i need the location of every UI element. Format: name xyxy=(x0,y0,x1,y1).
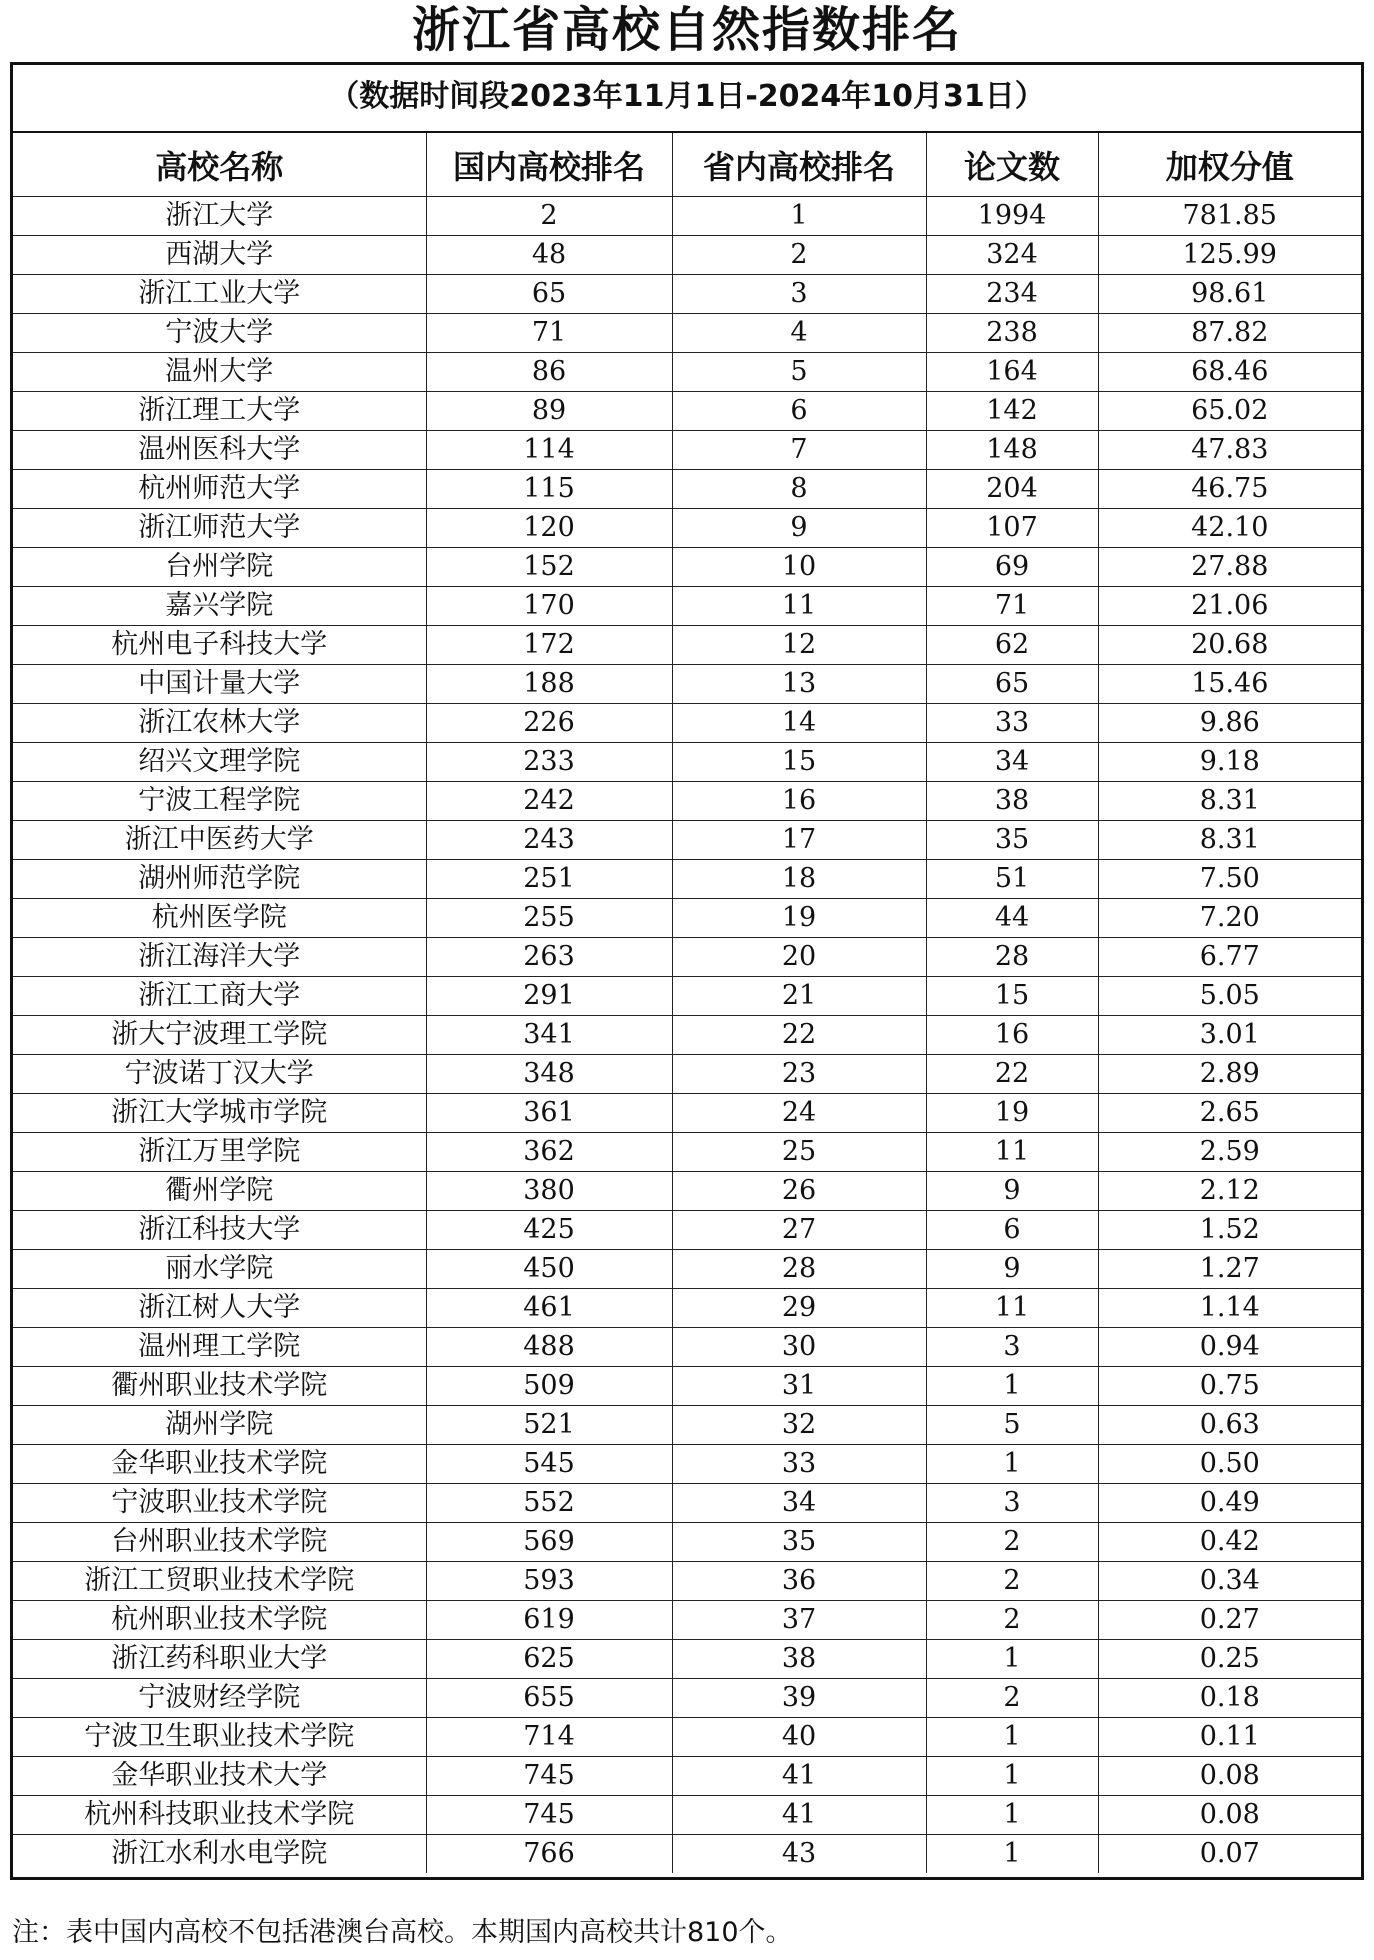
paper-count-cell: 65 xyxy=(926,665,1098,704)
national-rank-cell: 2 xyxy=(426,197,672,236)
table-row xyxy=(13,1328,1361,1367)
table-row xyxy=(13,1562,1361,1601)
weighted-score-cell: 21.06 xyxy=(1098,587,1361,626)
weighted-score-cell: 9.18 xyxy=(1098,743,1361,782)
column-header-weighted-score: 加权分值 xyxy=(1098,133,1361,197)
provincial-rank-cell: 40 xyxy=(672,1718,926,1757)
ranking-table xyxy=(13,133,1361,1873)
table-row xyxy=(13,1289,1361,1328)
provincial-rank-cell: 25 xyxy=(672,1133,926,1172)
national-rank-cell: 341 xyxy=(426,1016,672,1055)
national-rank-cell: 348 xyxy=(426,1055,672,1094)
national-rank-cell: 655 xyxy=(426,1679,672,1718)
weighted-score-cell: 0.63 xyxy=(1098,1406,1361,1445)
paper-count-cell: 62 xyxy=(926,626,1098,665)
weighted-score-cell: 8.31 xyxy=(1098,782,1361,821)
university-name-cell: 浙江科技大学 xyxy=(13,1211,426,1250)
national-rank-cell: 152 xyxy=(426,548,672,587)
national-rank-cell: 170 xyxy=(426,587,672,626)
weighted-score-cell: 0.42 xyxy=(1098,1523,1361,1562)
national-rank-cell: 71 xyxy=(426,314,672,353)
weighted-score-cell: 0.25 xyxy=(1098,1640,1361,1679)
weighted-score-cell: 20.68 xyxy=(1098,626,1361,665)
weighted-score-cell: 2.59 xyxy=(1098,1133,1361,1172)
weighted-score-cell: 0.07 xyxy=(1098,1835,1361,1874)
table-row xyxy=(13,704,1361,743)
table-row xyxy=(13,1016,1361,1055)
provincial-rank-cell: 34 xyxy=(672,1484,926,1523)
paper-count-cell: 16 xyxy=(926,1016,1098,1055)
national-rank-cell: 172 xyxy=(426,626,672,665)
weighted-score-cell: 0.50 xyxy=(1098,1445,1361,1484)
weighted-score-cell: 7.20 xyxy=(1098,899,1361,938)
table-row xyxy=(13,1211,1361,1250)
national-rank-cell: 619 xyxy=(426,1601,672,1640)
table-row xyxy=(13,821,1361,860)
table-row xyxy=(13,236,1361,275)
paper-count-cell: 34 xyxy=(926,743,1098,782)
weighted-score-cell: 0.18 xyxy=(1098,1679,1361,1718)
national-rank-cell: 243 xyxy=(426,821,672,860)
provincial-rank-cell: 21 xyxy=(672,977,926,1016)
table-row xyxy=(13,1523,1361,1562)
university-name-cell: 浙江大学城市学院 xyxy=(13,1094,426,1133)
weighted-score-cell: 0.49 xyxy=(1098,1484,1361,1523)
paper-count-cell: 1 xyxy=(926,1757,1098,1796)
ranking-table-container xyxy=(10,62,1364,1880)
university-name-cell: 西湖大学 xyxy=(13,236,426,275)
university-name-cell: 浙江大学 xyxy=(13,197,426,236)
university-name-cell: 湖州学院 xyxy=(13,1406,426,1445)
university-name-cell: 浙江海洋大学 xyxy=(13,938,426,977)
national-rank-cell: 509 xyxy=(426,1367,672,1406)
paper-count-cell: 71 xyxy=(926,587,1098,626)
university-name-cell: 浙江工贸职业技术学院 xyxy=(13,1562,426,1601)
column-header-national-rank: 国内高校排名 xyxy=(426,133,672,197)
table-row xyxy=(13,275,1361,314)
provincial-rank-cell: 31 xyxy=(672,1367,926,1406)
provincial-rank-cell: 10 xyxy=(672,548,926,587)
table-row xyxy=(13,1484,1361,1523)
university-name-cell: 宁波财经学院 xyxy=(13,1679,426,1718)
weighted-score-cell: 68.46 xyxy=(1098,353,1361,392)
university-name-cell: 宁波工程学院 xyxy=(13,782,426,821)
paper-count-cell: 234 xyxy=(926,275,1098,314)
weighted-score-cell: 0.08 xyxy=(1098,1796,1361,1835)
weighted-score-cell: 46.75 xyxy=(1098,470,1361,509)
table-row xyxy=(13,1133,1361,1172)
table-row xyxy=(13,509,1361,548)
provincial-rank-cell: 43 xyxy=(672,1835,926,1874)
national-rank-cell: 450 xyxy=(426,1250,672,1289)
provincial-rank-cell: 19 xyxy=(672,899,926,938)
provincial-rank-cell: 13 xyxy=(672,665,926,704)
university-name-cell: 浙江树人大学 xyxy=(13,1289,426,1328)
table-row xyxy=(13,1835,1361,1874)
paper-count-cell: 15 xyxy=(926,977,1098,1016)
provincial-rank-cell: 5 xyxy=(672,353,926,392)
weighted-score-cell: 2.12 xyxy=(1098,1172,1361,1211)
paper-count-cell: 19 xyxy=(926,1094,1098,1133)
provincial-rank-cell: 29 xyxy=(672,1289,926,1328)
paper-count-cell: 1 xyxy=(926,1718,1098,1757)
university-name-cell: 杭州医学院 xyxy=(13,899,426,938)
paper-count-cell: 11 xyxy=(926,1133,1098,1172)
footnote: 注：表中国内高校不包括港澳台高校。本期国内高校共计810个。 xyxy=(12,1917,793,1948)
weighted-score-cell: 47.83 xyxy=(1098,431,1361,470)
weighted-score-cell: 27.88 xyxy=(1098,548,1361,587)
university-name-cell: 浙江药科职业大学 xyxy=(13,1640,426,1679)
paper-count-cell: 1 xyxy=(926,1796,1098,1835)
weighted-score-cell: 0.94 xyxy=(1098,1328,1361,1367)
national-rank-cell: 226 xyxy=(426,704,672,743)
weighted-score-cell: 87.82 xyxy=(1098,314,1361,353)
provincial-rank-cell: 32 xyxy=(672,1406,926,1445)
national-rank-cell: 593 xyxy=(426,1562,672,1601)
paper-count-cell: 2 xyxy=(926,1523,1098,1562)
provincial-rank-cell: 17 xyxy=(672,821,926,860)
university-name-cell: 杭州师范大学 xyxy=(13,470,426,509)
provincial-rank-cell: 27 xyxy=(672,1211,926,1250)
paper-count-cell: 1 xyxy=(926,1367,1098,1406)
table-row xyxy=(13,314,1361,353)
provincial-rank-cell: 23 xyxy=(672,1055,926,1094)
university-name-cell: 衢州职业技术学院 xyxy=(13,1367,426,1406)
national-rank-cell: 521 xyxy=(426,1406,672,1445)
university-name-cell: 浙江工商大学 xyxy=(13,977,426,1016)
national-rank-cell: 48 xyxy=(426,236,672,275)
national-rank-cell: 251 xyxy=(426,860,672,899)
national-rank-cell: 65 xyxy=(426,275,672,314)
paper-count-cell: 1 xyxy=(926,1445,1098,1484)
paper-count-cell: 148 xyxy=(926,431,1098,470)
provincial-rank-cell: 41 xyxy=(672,1796,926,1835)
provincial-rank-cell: 1 xyxy=(672,197,926,236)
provincial-rank-cell: 6 xyxy=(672,392,926,431)
national-rank-cell: 545 xyxy=(426,1445,672,1484)
provincial-rank-cell: 2 xyxy=(672,236,926,275)
table-row xyxy=(13,353,1361,392)
provincial-rank-cell: 24 xyxy=(672,1094,926,1133)
provincial-rank-cell: 30 xyxy=(672,1328,926,1367)
paper-count-cell: 9 xyxy=(926,1172,1098,1211)
university-name-cell: 杭州电子科技大学 xyxy=(13,626,426,665)
table-row xyxy=(13,743,1361,782)
paper-count-cell: 44 xyxy=(926,899,1098,938)
university-name-cell: 浙江师范大学 xyxy=(13,509,426,548)
paper-count-cell: 9 xyxy=(926,1250,1098,1289)
national-rank-cell: 766 xyxy=(426,1835,672,1874)
provincial-rank-cell: 41 xyxy=(672,1757,926,1796)
table-row xyxy=(13,1640,1361,1679)
national-rank-cell: 380 xyxy=(426,1172,672,1211)
paper-count-cell: 51 xyxy=(926,860,1098,899)
provincial-rank-cell: 35 xyxy=(672,1523,926,1562)
weighted-score-cell: 0.08 xyxy=(1098,1757,1361,1796)
table-row xyxy=(13,782,1361,821)
university-name-cell: 温州理工学院 xyxy=(13,1328,426,1367)
table-row xyxy=(13,1367,1361,1406)
paper-count-cell: 38 xyxy=(926,782,1098,821)
national-rank-cell: 488 xyxy=(426,1328,672,1367)
national-rank-cell: 233 xyxy=(426,743,672,782)
table-row xyxy=(13,392,1361,431)
weighted-score-cell: 6.77 xyxy=(1098,938,1361,977)
university-name-cell: 宁波诺丁汉大学 xyxy=(13,1055,426,1094)
provincial-rank-cell: 18 xyxy=(672,860,926,899)
university-name-cell: 宁波卫生职业技术学院 xyxy=(13,1718,426,1757)
table-row xyxy=(13,1055,1361,1094)
weighted-score-cell: 5.05 xyxy=(1098,977,1361,1016)
table-row xyxy=(13,1172,1361,1211)
provincial-rank-cell: 7 xyxy=(672,431,926,470)
weighted-score-cell: 42.10 xyxy=(1098,509,1361,548)
provincial-rank-cell: 28 xyxy=(672,1250,926,1289)
university-name-cell: 宁波职业技术学院 xyxy=(13,1484,426,1523)
national-rank-cell: 120 xyxy=(426,509,672,548)
paper-count-cell: 204 xyxy=(926,470,1098,509)
table-row xyxy=(13,1718,1361,1757)
provincial-rank-cell: 39 xyxy=(672,1679,926,1718)
national-rank-cell: 745 xyxy=(426,1757,672,1796)
university-name-cell: 温州医科大学 xyxy=(13,431,426,470)
university-name-cell: 金华职业技术大学 xyxy=(13,1757,426,1796)
paper-count-cell: 3 xyxy=(926,1328,1098,1367)
provincial-rank-cell: 38 xyxy=(672,1640,926,1679)
national-rank-cell: 714 xyxy=(426,1718,672,1757)
national-rank-cell: 89 xyxy=(426,392,672,431)
university-name-cell: 中国计量大学 xyxy=(13,665,426,704)
column-header-university: 高校名称 xyxy=(13,133,426,197)
national-rank-cell: 114 xyxy=(426,431,672,470)
paper-count-cell: 324 xyxy=(926,236,1098,275)
weighted-score-cell: 0.75 xyxy=(1098,1367,1361,1406)
table-row xyxy=(13,1250,1361,1289)
national-rank-cell: 188 xyxy=(426,665,672,704)
paper-count-cell: 5 xyxy=(926,1406,1098,1445)
paper-count-cell: 2 xyxy=(926,1679,1098,1718)
provincial-rank-cell: 11 xyxy=(672,587,926,626)
weighted-score-cell: 781.85 xyxy=(1098,197,1361,236)
weighted-score-cell: 1.14 xyxy=(1098,1289,1361,1328)
table-row xyxy=(13,1445,1361,1484)
national-rank-cell: 569 xyxy=(426,1523,672,1562)
national-rank-cell: 362 xyxy=(426,1133,672,1172)
table-row xyxy=(13,899,1361,938)
provincial-rank-cell: 4 xyxy=(672,314,926,353)
table-row xyxy=(13,587,1361,626)
provincial-rank-cell: 9 xyxy=(672,509,926,548)
table-row xyxy=(13,1601,1361,1640)
national-rank-cell: 425 xyxy=(426,1211,672,1250)
national-rank-cell: 242 xyxy=(426,782,672,821)
university-name-cell: 衢州学院 xyxy=(13,1172,426,1211)
national-rank-cell: 255 xyxy=(426,899,672,938)
paper-count-cell: 164 xyxy=(926,353,1098,392)
national-rank-cell: 115 xyxy=(426,470,672,509)
paper-count-cell: 69 xyxy=(926,548,1098,587)
university-name-cell: 台州职业技术学院 xyxy=(13,1523,426,1562)
paper-count-cell: 2 xyxy=(926,1601,1098,1640)
weighted-score-cell: 0.34 xyxy=(1098,1562,1361,1601)
table-row xyxy=(13,665,1361,704)
provincial-rank-cell: 14 xyxy=(672,704,926,743)
paper-count-cell: 142 xyxy=(926,392,1098,431)
provincial-rank-cell: 37 xyxy=(672,1601,926,1640)
university-name-cell: 绍兴文理学院 xyxy=(13,743,426,782)
university-name-cell: 浙江水利水电学院 xyxy=(13,1835,426,1874)
paper-count-cell: 28 xyxy=(926,938,1098,977)
weighted-score-cell: 1.27 xyxy=(1098,1250,1361,1289)
provincial-rank-cell: 22 xyxy=(672,1016,926,1055)
column-header-provincial-rank: 省内高校排名 xyxy=(672,133,926,197)
table-row xyxy=(13,1796,1361,1835)
table-row xyxy=(13,938,1361,977)
table-body xyxy=(13,197,1361,1874)
university-name-cell: 嘉兴学院 xyxy=(13,587,426,626)
national-rank-cell: 745 xyxy=(426,1796,672,1835)
paper-count-cell: 1 xyxy=(926,1640,1098,1679)
table-row xyxy=(13,197,1361,236)
paper-count-cell: 33 xyxy=(926,704,1098,743)
national-rank-cell: 291 xyxy=(426,977,672,1016)
national-rank-cell: 461 xyxy=(426,1289,672,1328)
university-name-cell: 湖州师范学院 xyxy=(13,860,426,899)
provincial-rank-cell: 16 xyxy=(672,782,926,821)
table-row xyxy=(13,977,1361,1016)
table-row xyxy=(13,860,1361,899)
table-row xyxy=(13,1406,1361,1445)
national-rank-cell: 552 xyxy=(426,1484,672,1523)
table-row xyxy=(13,1757,1361,1796)
university-name-cell: 浙江工业大学 xyxy=(13,275,426,314)
provincial-rank-cell: 8 xyxy=(672,470,926,509)
weighted-score-cell: 65.02 xyxy=(1098,392,1361,431)
paper-count-cell: 107 xyxy=(926,509,1098,548)
provincial-rank-cell: 26 xyxy=(672,1172,926,1211)
weighted-score-cell: 1.52 xyxy=(1098,1211,1361,1250)
university-name-cell: 金华职业技术学院 xyxy=(13,1445,426,1484)
provincial-rank-cell: 33 xyxy=(672,1445,926,1484)
paper-count-cell: 22 xyxy=(926,1055,1098,1094)
paper-count-cell: 11 xyxy=(926,1289,1098,1328)
national-rank-cell: 361 xyxy=(426,1094,672,1133)
university-name-cell: 宁波大学 xyxy=(13,314,426,353)
university-name-cell: 温州大学 xyxy=(13,353,426,392)
paper-count-cell: 1 xyxy=(926,1835,1098,1874)
table-row xyxy=(13,431,1361,470)
weighted-score-cell: 0.11 xyxy=(1098,1718,1361,1757)
paper-count-cell: 1994 xyxy=(926,197,1098,236)
table-row xyxy=(13,548,1361,587)
paper-count-cell: 3 xyxy=(926,1484,1098,1523)
paper-count-cell: 6 xyxy=(926,1211,1098,1250)
weighted-score-cell: 8.31 xyxy=(1098,821,1361,860)
university-name-cell: 浙大宁波理工学院 xyxy=(13,1016,426,1055)
paper-count-cell: 35 xyxy=(926,821,1098,860)
column-header-paper-count: 论文数 xyxy=(926,133,1098,197)
date-range-subtitle: （数据时间段2023年11月1日-2024年10月31日） xyxy=(13,65,1361,133)
national-rank-cell: 86 xyxy=(426,353,672,392)
university-name-cell: 杭州职业技术学院 xyxy=(13,1601,426,1640)
provincial-rank-cell: 36 xyxy=(672,1562,926,1601)
table-row xyxy=(13,626,1361,665)
weighted-score-cell: 2.89 xyxy=(1098,1055,1361,1094)
page-title: 浙江省高校自然指数排名 xyxy=(411,2,962,58)
table-row xyxy=(13,470,1361,509)
table-header-row xyxy=(13,133,1361,197)
university-name-cell: 浙江理工大学 xyxy=(13,392,426,431)
provincial-rank-cell: 15 xyxy=(672,743,926,782)
weighted-score-cell: 125.99 xyxy=(1098,236,1361,275)
table-row xyxy=(13,1679,1361,1718)
provincial-rank-cell: 3 xyxy=(672,275,926,314)
weighted-score-cell: 9.86 xyxy=(1098,704,1361,743)
university-name-cell: 丽水学院 xyxy=(13,1250,426,1289)
provincial-rank-cell: 12 xyxy=(672,626,926,665)
provincial-rank-cell: 20 xyxy=(672,938,926,977)
weighted-score-cell: 7.50 xyxy=(1098,860,1361,899)
weighted-score-cell: 3.01 xyxy=(1098,1016,1361,1055)
weighted-score-cell: 0.27 xyxy=(1098,1601,1361,1640)
weighted-score-cell: 98.61 xyxy=(1098,275,1361,314)
weighted-score-cell: 15.46 xyxy=(1098,665,1361,704)
paper-count-cell: 238 xyxy=(926,314,1098,353)
university-name-cell: 杭州科技职业技术学院 xyxy=(13,1796,426,1835)
university-name-cell: 浙江农林大学 xyxy=(13,704,426,743)
university-name-cell: 浙江万里学院 xyxy=(13,1133,426,1172)
paper-count-cell: 2 xyxy=(926,1562,1098,1601)
national-rank-cell: 625 xyxy=(426,1640,672,1679)
weighted-score-cell: 2.65 xyxy=(1098,1094,1361,1133)
national-rank-cell: 263 xyxy=(426,938,672,977)
university-name-cell: 台州学院 xyxy=(13,548,426,587)
university-name-cell: 浙江中医药大学 xyxy=(13,821,426,860)
table-row xyxy=(13,1094,1361,1133)
